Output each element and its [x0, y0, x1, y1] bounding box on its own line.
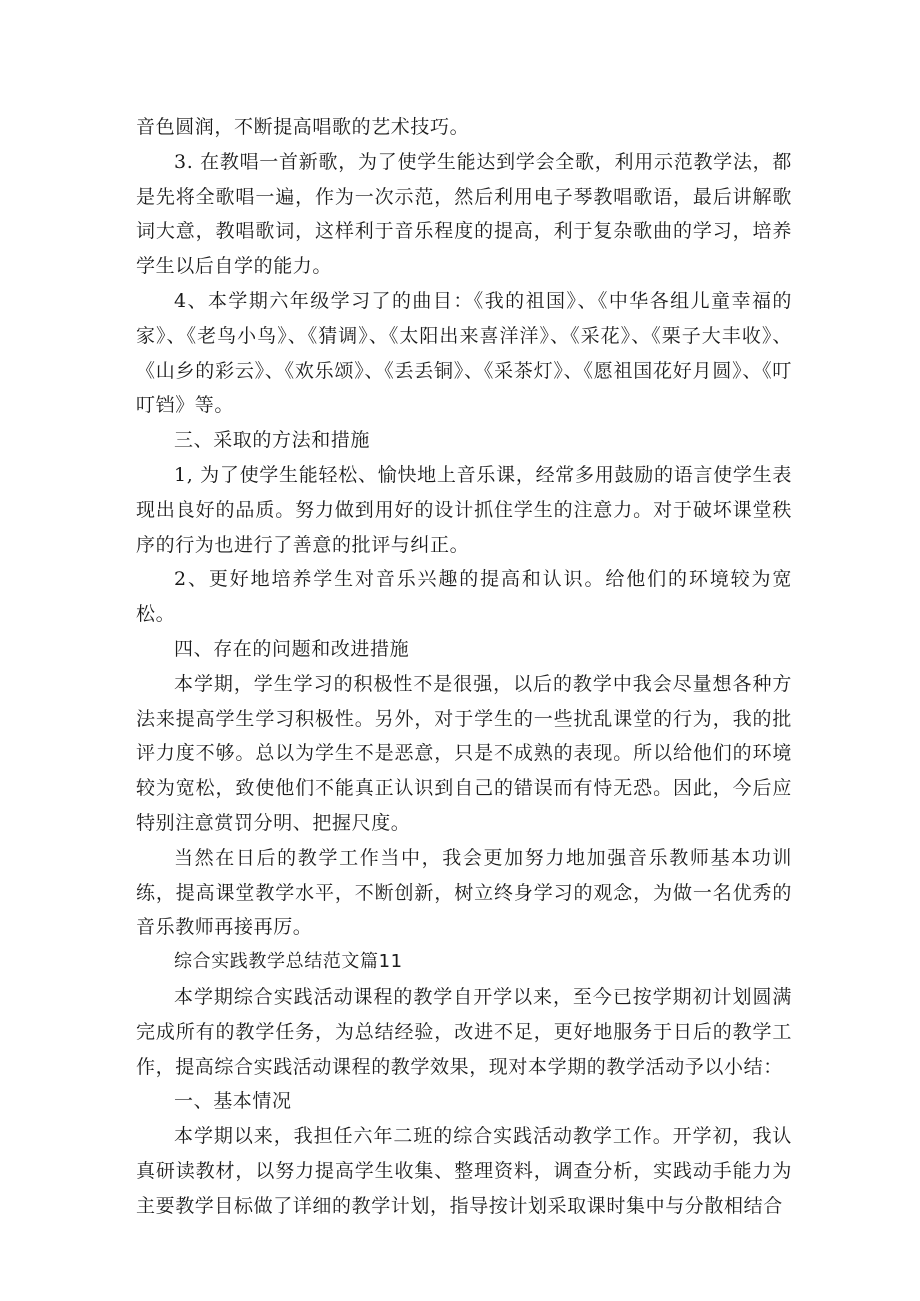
section-heading-problems: 四、存在的问题和改进措施	[174, 637, 410, 660]
paragraph-method-2: 2、更好地培养学生对音乐兴趣的提高和认识。给他们的环境较为宽松。	[136, 568, 792, 626]
paragraph-basic: 本学期以来，我担任六年二班的综合实践活动教学工作。开学初，我认真研读教材，以努力提高学生收集、整理资料，调查分析，实践动手能力为主要教学目标做了详细的教学计划，指导按计划采取课时集中与分散相结合	[136, 1125, 792, 1217]
document-body	[136, 110, 792, 1224]
section-heading-basic: 一、基本情况	[174, 1090, 292, 1113]
section-heading-methods: 三、采取的方法和措施	[174, 429, 371, 452]
article-title: 综合实践教学总结范文篇11	[174, 951, 403, 973]
paragraph-item-3: 3. 在教唱一首新歌，为了使学生能达到学会全歌，利用示范教学法，都是先将全歌唱一遍，作为一次示范，然后利用电子琴教唱歌语，最后讲解歌词大意，教唱歌词，这样利于音乐程度的提高，利于复杂歌曲的学习，培养学生以后自学的能力。	[136, 150, 792, 278]
paragraph-conclusion: 当然在日后的教学工作当中，我会更加努力地加强音乐教师基本功训练，提高课堂教学水平，不断创新，树立终身学习的观念，为做一名优秀的音乐教师再接再厉。	[136, 846, 792, 939]
paragraph-problems: 本学期，学生学习的积极性不是很强，以后的教学中我会尽量想各种方法来提高学生学习积极性。另外，对于学生的一些扰乱课堂的行为，我的批评力度不够。总以为学生不是恶意，只是不成熟的表现。所以给他们的环境较为宽松，致使他们不能真正认识到自己的错误而有恃无恐。因此，今后应特别注意赏罚分明、把握尺度。	[136, 672, 792, 834]
paragraph-continuation: 音色圆润，不断提高唱歌的艺术技巧。	[136, 116, 470, 138]
paragraph-item-4: 4、本学期六年级学习了的曲目：《我的祖国》、《中华各组儿童幸福的家》、《老鸟小鸟》、《猜调》、《太阳出来喜洋洋》、《采花》、《栗子大丰收》、《山乡的彩云》、《欢乐颂》、《丢丢铜》、《采茶灯》、《愿祖国花好月圆》、《叮叮铛》等。	[136, 289, 792, 417]
paragraph-intro: 本学期综合实践活动课程的教学自开学以来，至今已按学期初计划圆满完成所有的教学任务，为总结经验，改进不足，更好地服务于日后的教学工作，提高综合实践活动课程的教学效果，现对本学期的教学活动予以小结：	[136, 985, 792, 1078]
paragraph-method-1: 1, 为了使学生能轻松、愉快地上音乐课，经常多用鼓励的语言使学生表现出良好的品质。努力做到用好的设计抓住学生的注意力。对于破坏课堂秩序的行为也进行了善意的批评与纠正。	[136, 463, 792, 556]
